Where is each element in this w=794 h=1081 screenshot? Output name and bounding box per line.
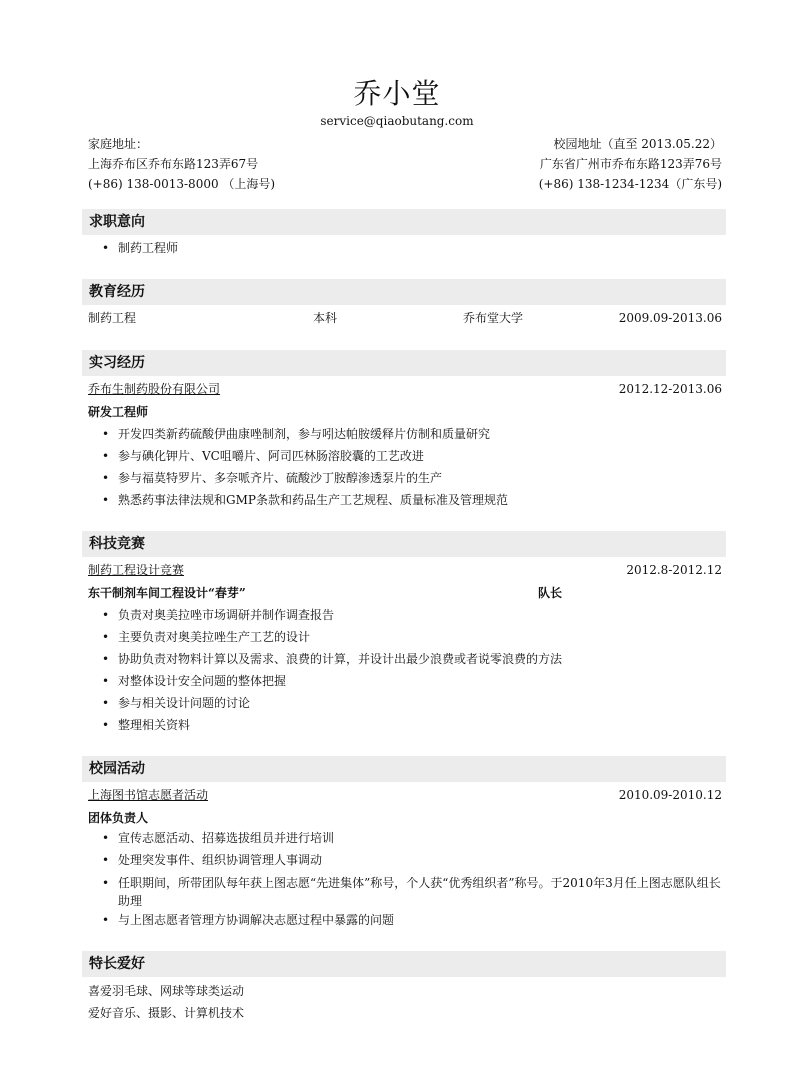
hobby-line: 爱好音乐、摄影、计算机技术 <box>88 1006 245 1020</box>
activity-period: 2010.09-2010.12 <box>618 788 722 802</box>
section-header-hobbies <box>82 951 726 977</box>
list-item: • 对整体设计安全问题的整体把握 <box>118 673 724 689</box>
list-item: • 协助负责对物料计算以及需求、浪费的计算，并设计出最少浪费或者说零浪费的方法 <box>118 651 724 667</box>
list-item: • 参与相关设计问题的讨论 <box>118 695 724 711</box>
section-title: 校园活动 <box>89 761 145 777</box>
home-address-label: 家庭地址： <box>88 137 149 151</box>
home-address: 上海乔布区乔布东路123弄67号 <box>88 157 259 171</box>
campus-phone: (+86) 138-1234-1234（广东号) <box>538 177 722 191</box>
activity-role: 团体负责人 <box>88 811 149 825</box>
list-item: • 参与福莫特罗片、多奈哌齐片、硫酸沙丁胺醇渗透泵片的生产 <box>118 470 724 486</box>
list-item: • 宣传志愿活动、招募选拔组员并进行培训 <box>118 830 724 846</box>
section-header-competition <box>82 531 726 557</box>
candidate-name: 乔小堂 <box>353 77 441 110</box>
internship-row <box>88 381 722 397</box>
section-title: 求职意向 <box>89 214 145 230</box>
section-header-internship <box>82 350 726 376</box>
list-item: • 负责对奥美拉唑市场调研并制作调查报告 <box>118 607 724 623</box>
section-title: 教育经历 <box>89 284 145 300</box>
list-item: • 与上图志愿者管理方协调解决志愿过程中暴露的问题 <box>118 912 724 928</box>
candidate-email: service@qiaobutang.com <box>320 114 474 128</box>
list-item: • 处理突发事件、组织协调管理人事调动 <box>118 852 724 868</box>
section-title: 科技竞赛 <box>89 536 145 552</box>
section-title: 特长爱好 <box>89 956 145 972</box>
section-header-campus-activity <box>82 756 726 782</box>
internship-company-link[interactable]: 乔布生制药股份有限公司 <box>88 382 221 396</box>
education-major: 制药工程 <box>88 311 137 325</box>
hobby-line: 喜爱羽毛球、网球等球类运动 <box>88 984 245 998</box>
list-item: • 主要负责对奥美拉唑生产工艺的设计 <box>118 629 724 645</box>
list-item: • 熟悉药事法律法规和GMP条款和药品生产工艺规程、质量标准及管理规范 <box>118 492 724 508</box>
home-address-block <box>88 134 275 194</box>
education-period: 2009.09-2013.06 <box>618 311 722 325</box>
campus-address: 广东省广州市乔布东路123弄76号 <box>539 157 722 171</box>
competition-row <box>88 562 722 578</box>
internship-period: 2012.12-2013.06 <box>618 382 722 396</box>
activity-row <box>88 787 722 803</box>
internship-role: 研发工程师 <box>88 405 149 419</box>
education-degree: 本科 <box>313 311 338 325</box>
competition-project: 东干制剂车间工程设计“春芽” <box>88 586 246 600</box>
activity-name-link[interactable]: 上海图书馆志愿者活动 <box>88 788 209 802</box>
list-item: • 参与碘化钾片、VC咀嚼片、阿司匹林肠溶胶囊的工艺改进 <box>118 448 724 464</box>
section-header-objective <box>82 209 726 235</box>
home-phone: (+86) 138-0013-8000 （上海号) <box>88 177 276 191</box>
competition-period: 2012.8-2012.12 <box>626 563 722 577</box>
education-school: 乔布堂大学 <box>463 311 524 325</box>
list-item: • 整理相关资料 <box>118 717 724 733</box>
competition-name-link[interactable]: 制药工程设计竞赛 <box>88 563 185 577</box>
section-header-education <box>82 279 726 305</box>
competition-role: 队长 <box>538 586 563 600</box>
list-item: • 制药工程师 <box>118 240 724 256</box>
list-item: • 开发四类新药硫酸伊曲康唑制剂，参与吲达帕胺缓释片仿制和质量研究 <box>118 426 724 442</box>
list-item: • 任职期间，所带团队每年获上图志愿“先进集体”称号，个人获“优秀组织者”称号。于2010年3月任上图志愿队组长助理 <box>118 874 724 910</box>
section-title: 实习经历 <box>89 355 145 371</box>
campus-address-label: 校园地址（直至 2013.05.22） <box>553 137 722 151</box>
campus-address-block <box>539 134 722 194</box>
